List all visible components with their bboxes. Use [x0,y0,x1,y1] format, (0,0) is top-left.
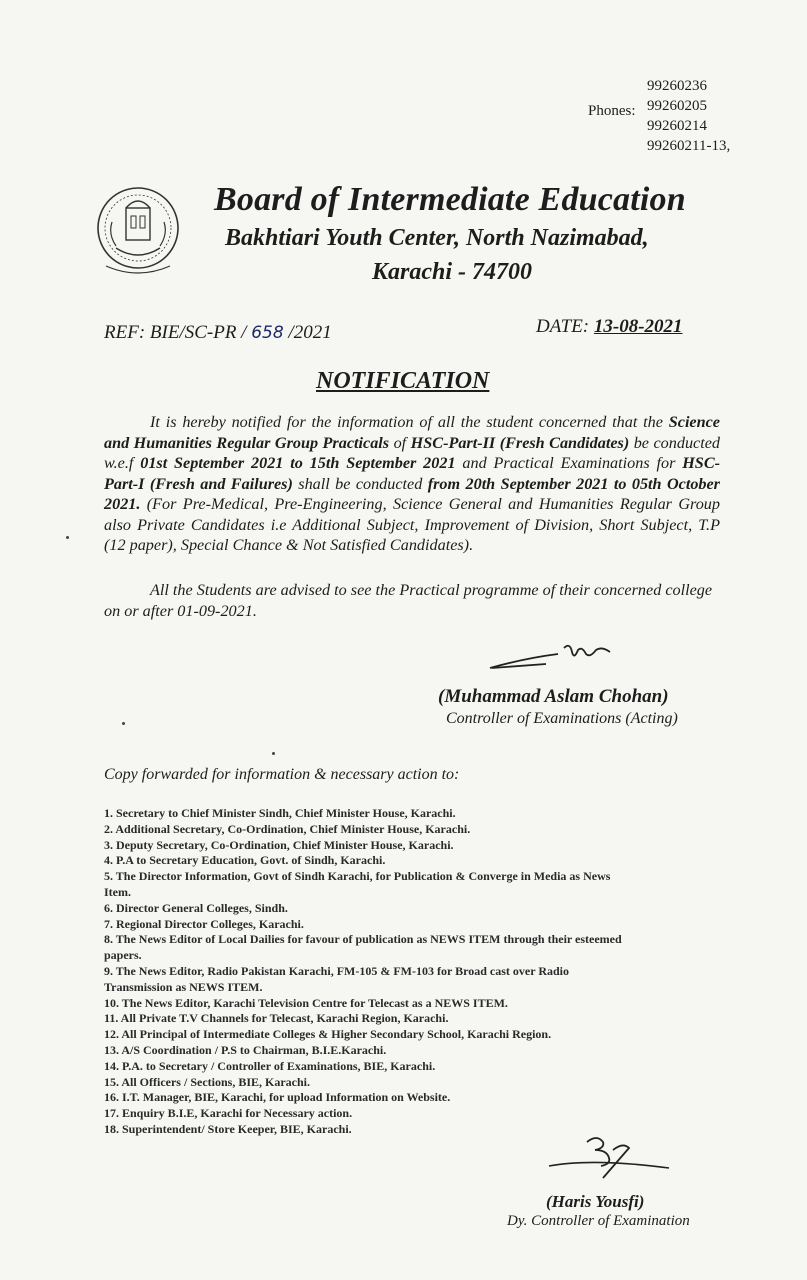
date-label: DATE: [536,316,590,337]
organization-address-line1: Bakhtiari Youth Center, North Nazimabad, [225,225,649,251]
organization-name: Board of Intermediate Education [214,181,686,218]
list-item: 15. All Officers / Sections, BIE, Karachi. [104,1074,310,1089]
p1-text: shall be conducted [292,474,428,493]
controller-title: Controller of Examinations (Acting) [446,710,678,727]
board-seal-logo [92,182,184,282]
list-item: papers. [104,948,142,963]
speck-mark [122,722,125,725]
list-item: 1. Secretary to Chief Minister Sindh, Chief Minister House, Karachi. [104,806,456,820]
list-item: 3. Deputy Secretary, Co-Ordination, Chief Minister House, Karachi. [104,837,454,852]
reference-suffix: /2021 [288,322,332,343]
speck-mark [272,752,275,755]
p1-bold: 01st September 2021 to 15th September 2021 [140,454,456,472]
list-item: 4. P.A to Secretary Education, Govt. of Sindh, Karachi. [104,853,386,868]
list-item: 13. A/S Coordination / P.S to Chairman, B.I.E.Karachi. [104,1042,387,1057]
copy-forwarded-heading: Copy forwarded for information & necessary action to: [104,766,460,783]
phone-number: 99260211-13, [647,138,731,154]
p1-text: of [389,433,411,452]
phones-label: Phones: [588,103,636,119]
controller-name: (Muhammad Aslam Chohan) [438,686,669,707]
phone-number: 99260205 [647,98,707,114]
list-item: 11. All Private T.V Channels for Telecast, Karachi Region, Karachi. [104,1011,449,1026]
list-item: Transmission as NEWS ITEM. [104,979,263,994]
document-date [536,316,683,338]
list-item: 8. The News Editor of Local Dailies for favour of publication as NEWS ITEM through their esteemed [104,932,622,947]
list-item: 5. The Director Information, Govt of Sindh Karachi, for Publication & Converge in Media as News [104,869,611,884]
p1-text: It is hereby notified for the information of all the student concerned that the [150,413,669,431]
list-item: 6. Director General Colleges, Sindh. [104,900,288,915]
speck-mark [66,536,69,539]
list-item: 9. The News Editor, Radio Pakistan Karachi, FM-105 & FM-103 for Broad cast over Radio [104,963,569,978]
notification-paragraph-1 [104,412,720,556]
deputy-controller-name: (Haris Yousfi) [546,1192,645,1211]
organization-address-line2: Karachi - 74700 [372,259,533,285]
list-item: 18. Superintendent/ Store Keeper, BIE, Karachi. [104,1121,352,1136]
list-item: 14. P.A. to Secretary / Controller of Examinations, BIE, Karachi. [104,1058,436,1073]
list-item: 7. Regional Director Colleges, Karachi. [104,916,304,931]
phone-numbers [647,76,730,156]
reference-prefix: REF: BIE/SC-PR / [104,322,247,343]
p1-text: be conducted w.e.f [104,433,720,472]
list-item: Item. [104,884,131,899]
p1-text: (For Pre-Medical, Pre-Engineering, Science General and Humanities Regular Group also Private Candidates i.e Additional Subject, Improvement of Division, Short Subject, T.P (12 paper), Special Chance & Not Satisfied Candidates). [104,495,720,554]
list-item: 17. Enquiry B.I.E, Karachi for Necessary action. [104,1106,353,1121]
list-item: 10. The News Editor, Karachi Television Centre for Telecast as a NEWS ITEM. [104,995,508,1010]
deputy-signature [543,1132,673,1188]
p1-bold: HSC-Part-I (Fresh and Failures) [104,454,721,493]
p1-text: and Practical Examinations for [455,454,683,472]
phone-number: 99260214 [647,118,707,134]
phone-number: 99260236 [647,78,707,94]
notification-title: NOTIFICATION [316,368,490,394]
deputy-controller-title: Dy. Controller of Examination [507,1213,690,1229]
list-item: 2. Additional Secretary, Co-Ordination, Chief Minister House, Karachi. [104,821,471,836]
reference-number [104,322,332,344]
controller-signature [486,638,616,680]
list-item: 16. I.T. Manager, BIE, Karachi, for upload Information on Website. [104,1090,451,1105]
distribution-list [104,806,704,1138]
p1-bold: Science and Humanities Regular Group Practicals [104,413,720,452]
date-value: 13-08-2021 [593,316,683,337]
notification-paragraph-2: All the Students are advised to see the Practical programme of their concerned college on or after 01-09-2021. [104,581,713,620]
reference-handwritten-number: 658 [251,323,284,343]
p1-bold: from 20th September 2021 to 05th October 2021. [104,474,720,513]
p1-bold: HSC-Part-II (Fresh Candidates) [410,433,630,452]
list-item: 12. All Principal of Intermediate Colleges & Higher Secondary School, Karachi Region. [104,1027,552,1042]
